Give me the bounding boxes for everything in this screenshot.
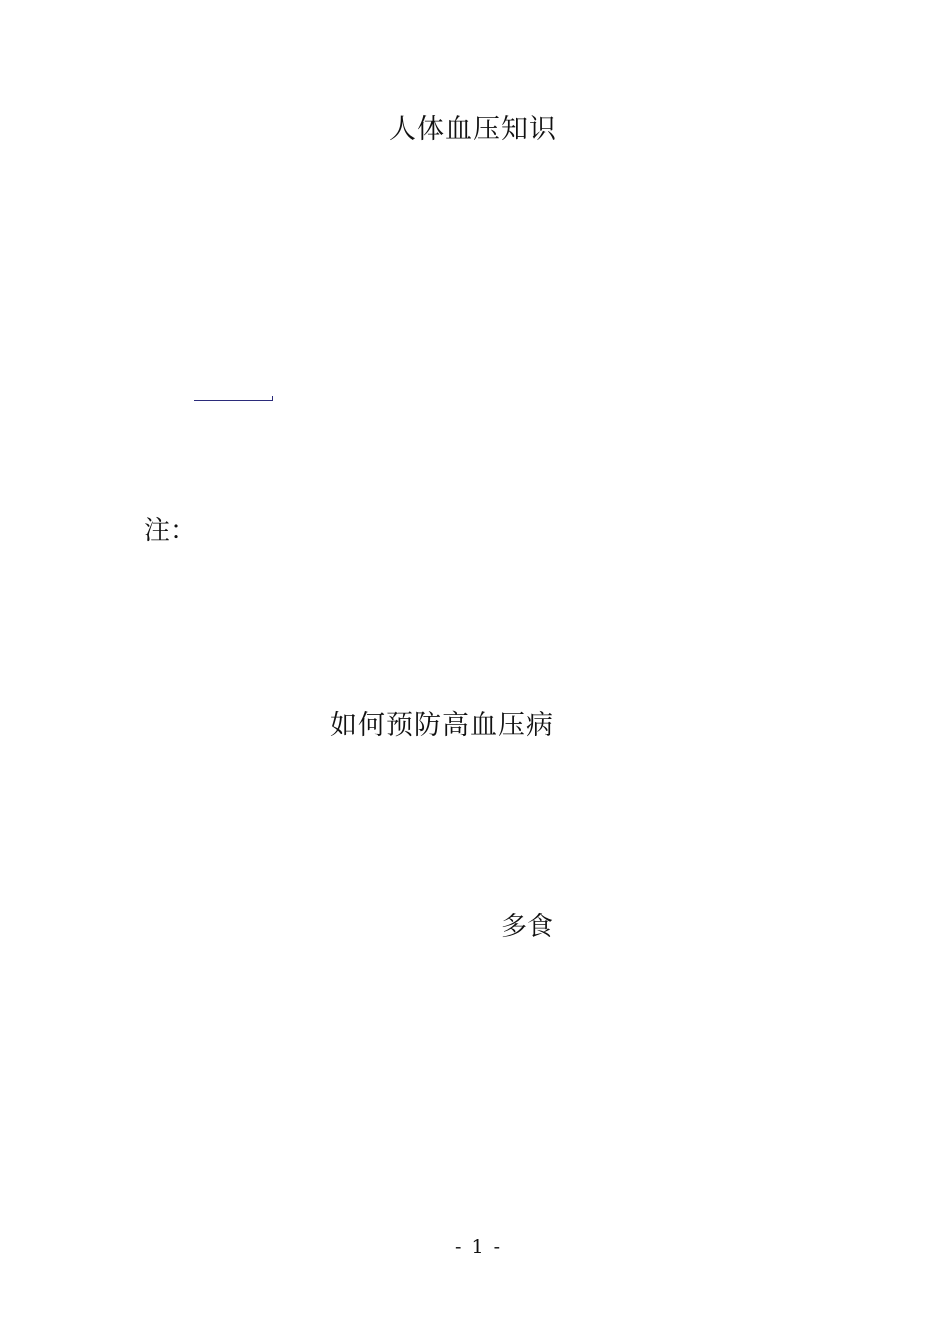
page-number: - 1 - [455, 1236, 503, 1258]
note-label: 注： [144, 516, 197, 546]
bp-line-4-underline [194, 400, 272, 401]
item-2-cont-emphasis: 多食 [501, 912, 554, 942]
page-title: 人体血压知识 [389, 114, 557, 145]
section-title: 如何预防高血压病 [330, 710, 554, 741]
bp-line-4-underline-tick [272, 396, 273, 401]
